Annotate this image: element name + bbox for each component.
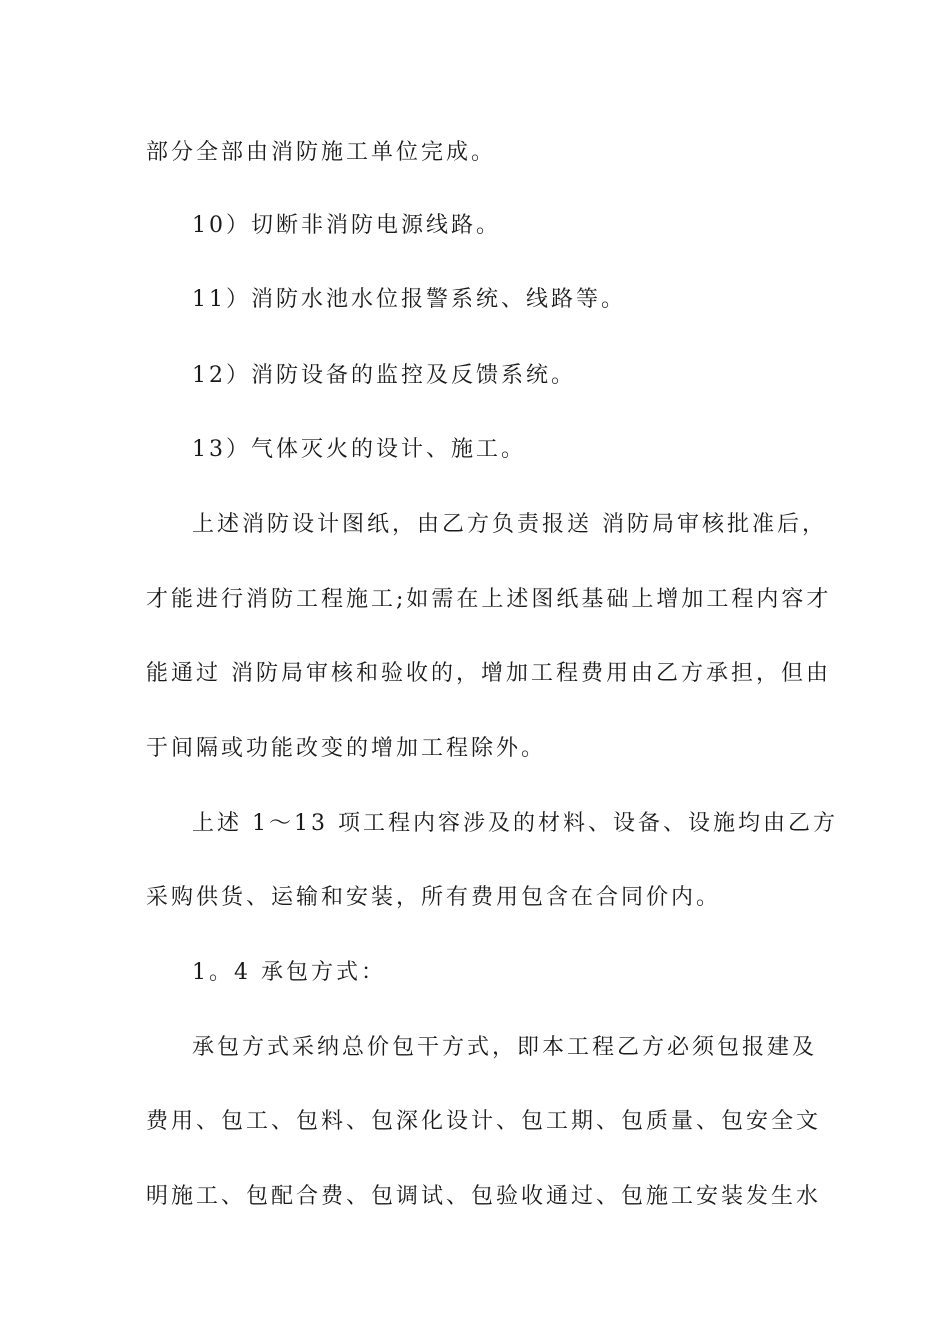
paragraph-contract-method-line-2: 费用、包工、包料、包深化设计、包工期、包质量、包安全文 (146, 1109, 822, 1134)
section-heading-contract-method: 1。4 承包方式： (192, 960, 386, 985)
paragraph-design-drawings-line-3: 能通过 消防局审核和验收的，增加工程费用由乙方承担，但由 (146, 661, 831, 686)
paragraph-contract-method-line-3: 明施工、包配合费、包调试、包验收通过、包施工安装发生水 (146, 1184, 822, 1209)
paragraph-materials-line-1: 上述 1～13 项工程内容涉及的材料、设备、设施均由乙方 (192, 811, 838, 836)
paragraph-design-drawings-line-1: 上述消防设计图纸，由乙方负责报送 消防局审核批准后， (192, 512, 827, 537)
paragraph-materials-line-2: 采购供货、运输和安装，所有费用包含在合同价内。 (146, 885, 722, 910)
paragraph-design-drawings-line-4: 于间隔或功能改变的增加工程除外。 (146, 736, 547, 761)
paragraph-contract-method-line-1: 承包方式采纳总价包干方式，即本工程乙方必须包报建及 (192, 1035, 818, 1060)
list-item-10: 10）切断非消防电源线路。 (192, 213, 501, 238)
list-item-12: 12）消防设备的监控及反馈系统。 (192, 363, 576, 388)
list-item-13: 13）气体灭火的设计、施工。 (192, 437, 526, 462)
list-item-11: 11）消防水池水位报警系统、线路等。 (192, 287, 626, 312)
paragraph-design-drawings-line-2: 才能进行消防工程施工;如需在上述图纸基础上增加工程内容才 (146, 587, 832, 612)
text-line-continuation: 部分全部由消防施工单位完成。 (146, 140, 497, 165)
